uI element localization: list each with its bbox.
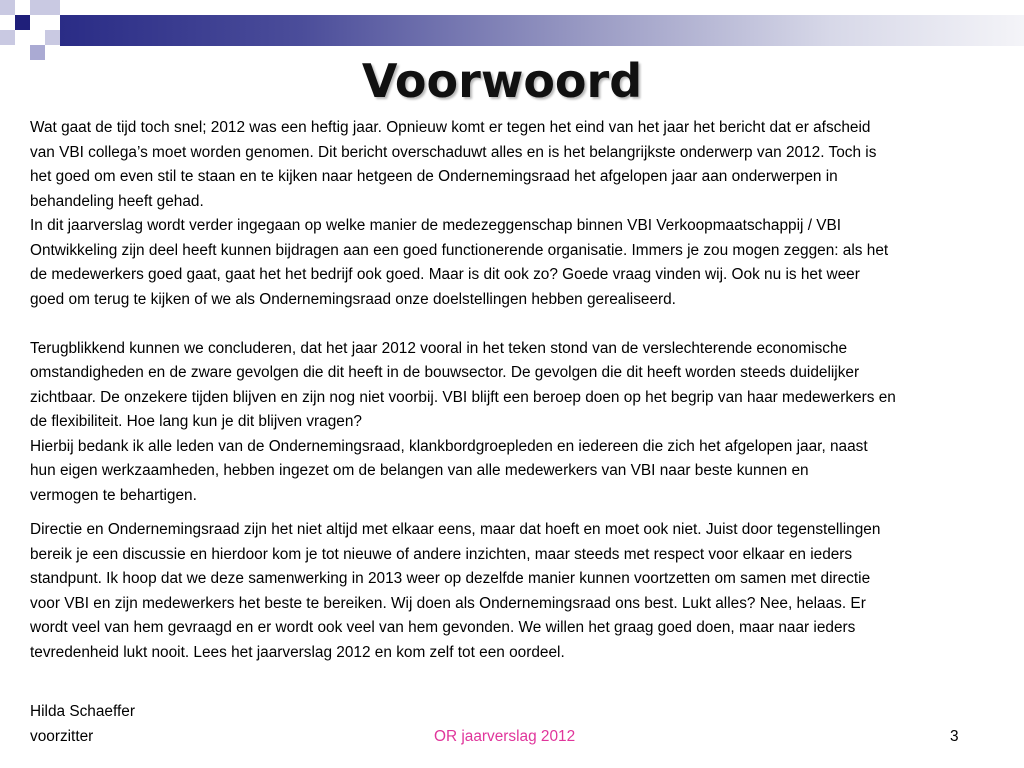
paragraph: In dit jaarverslag wordt verder ingegaan op welke manier de medezeggenschap binnen VBI Verkoopmaatschappij / VBI Ontwikkeling zijn deel heeft kunnen bijdragen aan een goed functionerende organisatie. Immers je zou mogen zeggen: als het de medewerkers goed gaat, gaat het het bedrijf ook goed. Maar is dit ook zo? Goede vraag vinden wij. Ook nu is het weer goed om terug te kijken of we als Ondernemingsraad onze doelstellingen hebben gerealiseerd. [30, 217, 889, 308]
decor-square [45, 30, 60, 45]
decor-square [0, 30, 15, 45]
header-gradient-band [60, 15, 1024, 46]
slide-body [30, 116, 1000, 665]
signature-name: Hilda Schaeffer [30, 703, 135, 720]
decor-square [15, 15, 30, 30]
decor-square [30, 0, 45, 15]
decor-square [0, 0, 15, 15]
footer-title: OR jaarverslag 2012 [434, 728, 576, 745]
paragraph: Directie en Ondernemingsraad zijn het niet altijd met elkaar eens, maar dat hoeft en moet ook niet. Juist door tegenstellingen bereik je een discussie en hierdoor kom je tot nieuwe of andere inzichten, maar steeds met respect voor elkaar en ieders standpunt. Ik hoop dat we deze samenwerking in 2013 weer op dezelfde manier kunnen voortzetten om samen met directie voor VBI en zijn medewerkers het beste te bereiken. Wij doen als Ondernemingsraad ons best. Lukt alles? Nee, helaas. Er wordt veel van hem gevraagd en er wordt ook veel van hem gevonden. We willen het graag goed doen, maar naar ieders tevredenheid lukt nooit. Lees het jaarverslag 2012 en kom zelf tot een oordeel. [30, 521, 881, 661]
signature-role: voorzitter [30, 728, 94, 745]
paragraph: Hierbij bedank ik alle leden van de Ondernemingsraad, klankbordgroepleden en iedereen die zich het afgelopen jaar, naast hun eigen werkzaamheden, hebben ingezet om de belangen van alle medewerkers van VBI naar beste kunnen en vermogen te behartigen. [30, 437, 868, 504]
paragraph-spacer [30, 312, 1000, 337]
decor-square [45, 0, 60, 15]
paragraph-spacer [30, 508, 1000, 518]
paragraph: Wat gaat de tijd toch snel; 2012 was een heftig jaar. Opnieuw komt er tegen het eind van het jaar het bericht dat er afscheid van VBI collega’s moet worden genomen. Dit bericht overschaduwt alles en is het belangrijkste onderwerp van 2012. Toch is het goed om even stil te staan en te kijken naar hetgeen de Ondernemingsraad het afgelopen jaar aan onderwerpen in behandeling heeft gehad. [30, 119, 877, 210]
paragraph: Terugblikkend kunnen we concluderen, dat het jaar 2012 vooral in het teken stond van de verslechterende economische omstandigheden en de zware gevolgen die dit heeft in de bouwsector. De gevolgen die dit heeft worden steeds duidelijker zichtbaar. De onzekere tijden blijven en zijn nog niet voorbij. VBI blijft een beroep doen op het begrip van haar medewerkers en de flexibiliteit. Hoe lang kun je dit blijven vragen? [30, 339, 896, 430]
page-number: 3 [950, 728, 959, 745]
slide-title: Voorwoord [361, 54, 643, 108]
